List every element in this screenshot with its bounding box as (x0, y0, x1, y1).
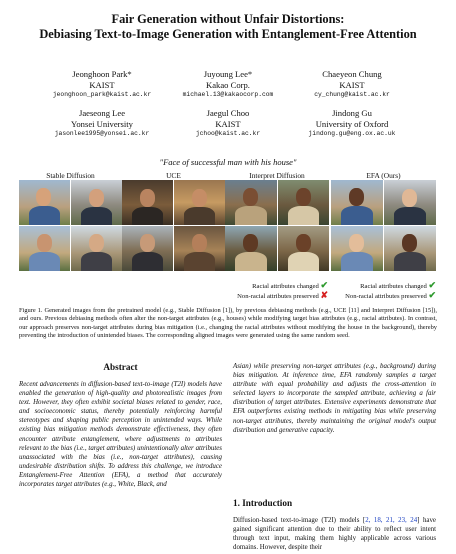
author-affiliation: Kakao Corp. (206, 79, 250, 90)
author-block (163, 69, 293, 101)
author-block (163, 108, 293, 140)
author-block (37, 108, 167, 140)
author-email: jeonghoon_park@kaist.ac.kr (52, 91, 152, 99)
generated-image (122, 180, 173, 225)
check-icon: ✔ (320, 280, 328, 290)
author-email: jasonlee1995@yonsei.ac.kr (54, 130, 150, 138)
citation-link[interactable]: 2, 18, 21, 23, 24 (365, 517, 418, 524)
author-email: cy_chung@kaist.ac.kr (314, 91, 390, 99)
note-text: Racial attributes changed (360, 283, 427, 290)
author-block (287, 69, 417, 101)
abstract-text-right: Asian) while preserving non-target attributes (e.g., background) during bias mitigation. At inference time, EFA randomly samples a target attribute with equal probability and adjusts the cross-attention in selected layers to incorporate the sampled attribute, achieving a fair distribution of target attributes. Extensive experiments demonstrate that EFA outperforms existing methods in mitigating bias while preserving non-target attributes, thereby maintaining the original model's output distribution and generative capacity. (233, 363, 436, 434)
abstract-heading: Abstract (103, 362, 138, 372)
method-label-uce: UCE (166, 171, 181, 180)
figure-prompt: "Face of successful man with his house" (159, 157, 297, 167)
check-icon: ✔ (428, 290, 436, 300)
generated-image (19, 180, 70, 225)
generated-image (331, 180, 383, 225)
author-email: michael.13@kakaocorp.com (182, 91, 274, 99)
intro-text: Diffusion-based text-to-image (T2I) models [ (233, 517, 366, 524)
note-text: Non-racial attributes preserved (237, 293, 319, 300)
paper-title-line2: Debiasing Text-to-Image Generation with Entanglement-Free Attention (39, 27, 417, 41)
author-affiliation: KAIST (89, 79, 115, 90)
author-email: jchoo@kaist.ac.kr (195, 130, 261, 138)
author-block (37, 69, 167, 101)
generated-image (331, 226, 383, 271)
method-label-efa: EFA (Ours) (366, 171, 401, 180)
author-block (287, 108, 417, 140)
generated-image (225, 180, 277, 225)
abstract-text-left: Recent advancements in diffusion-based text-to-image (T2I) models have enabled the generation of high-quality and photorealistic images from text. However, they often exhibit societal biases related to gender, race, and socioeconomic status, thereby potentially reinforcing harmful stereotypes and shaping public perception in unintended ways. While existing bias mitigation methods demonstrate effectiveness, they often encounter attribute entanglement, where adjustments to attributes relevant to the bias (i.e., target attributes) unintentionally alter attributes unassociated with the bias (i.e., non-target attributes), causing undesirable distribution shifts. To address this challenge, we introduce Entanglement-Free Attention (EFA), a method that accurately incorporates target attributes (e.g., White, Black, and (19, 381, 222, 489)
check-icon: ✔ (428, 280, 436, 290)
author-affiliation: University of Oxford (315, 118, 389, 129)
author-name: Jaeseong Lee (78, 108, 126, 118)
generated-image (19, 226, 70, 271)
note-text: Racial attributes changed (252, 283, 319, 290)
figure-caption: Figure 1. Generated images from the pretrained model (e.g., Stable Diffusion [1]), by previous debiasing methods (e.g., UCE [11] and Interpret Diffusion [15]), and ours. Previous debiasing methods often alter the non-target attributes (e.g., houses) while modifying target bias attributes (e.g., racial attributes). In contrast, our approach preserves non-target attributes during bias mitigation (i.e., changing the racial attributes without modifying the house in the background), thereby preventing the introduction of unintended biases. The corresponding aligned images were generated using the same random seed. (19, 307, 437, 339)
note-text: Non-racial attributes preserved (345, 293, 427, 300)
efa-note (268, 281, 436, 301)
generated-image (71, 180, 122, 225)
author-name: Chaeyeon Chung (322, 69, 382, 79)
author-name: Juyoung Lee* (203, 69, 253, 79)
method-label-stable-diffusion: Stable Diffusion (46, 171, 95, 180)
generated-image (71, 226, 122, 271)
author-name: Jaegul Choo (206, 108, 250, 118)
author-email: jindong.gu@eng.ox.ac.uk (308, 130, 396, 138)
author-name: Jindong Gu (332, 108, 372, 118)
author-affiliation: Yonsei University (71, 118, 133, 129)
author-affiliation: KAIST (339, 79, 365, 90)
generated-image (278, 226, 329, 271)
author-name: Jeonghoon Park* (72, 69, 132, 79)
generated-image (174, 226, 225, 271)
introduction-text (233, 516, 436, 552)
generated-image (384, 180, 436, 225)
paper-title-line1: Fair Generation without Unfair Distortions: (111, 12, 345, 26)
introduction-heading: 1. Introduction (233, 498, 293, 508)
generated-image (225, 226, 277, 271)
generated-image (174, 180, 225, 225)
cross-icon: ✘ (320, 290, 328, 300)
intro-text: ] have gained significant attention due to their ability to reflect user intent through text input, making them highly applicable across various domains. However, despite their (233, 517, 436, 552)
author-affiliation: KAIST (215, 118, 241, 129)
generated-image (384, 226, 436, 271)
generated-image (122, 226, 173, 271)
method-label-interpret-diffusion: Interpret Diffusion (249, 171, 305, 180)
generated-image (278, 180, 329, 225)
